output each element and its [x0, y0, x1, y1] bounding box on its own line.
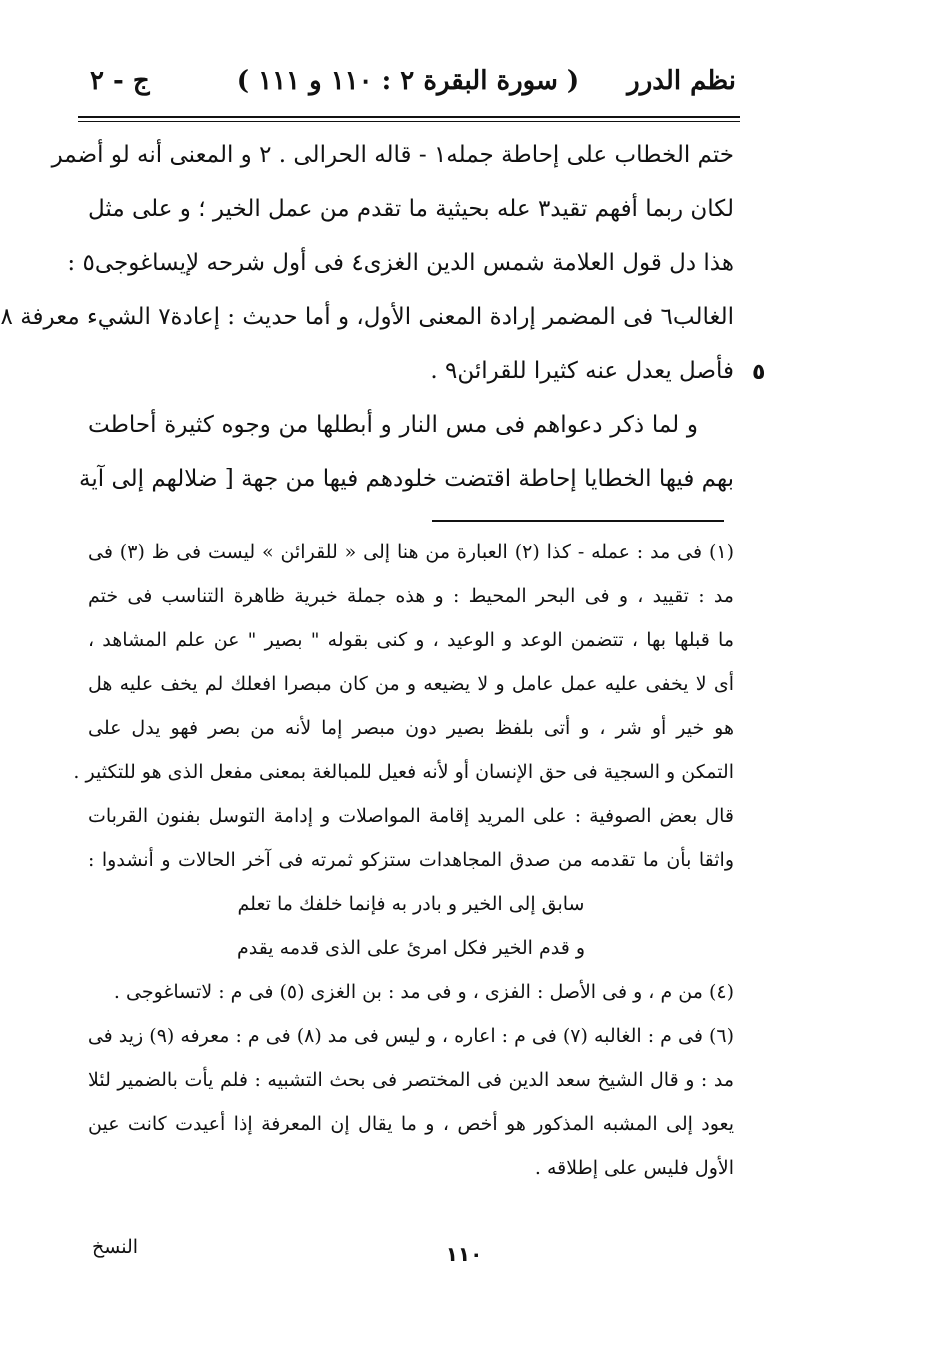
- header-rule: [78, 116, 740, 118]
- main-line: فأصل يعدل عنه كثيرا للقرائن٩ .: [430, 358, 734, 384]
- footnote-line: قال بعض الصوفية : على المريد إقامة المواصلات و إدامة التوسل بفنون القربات: [88, 805, 734, 827]
- footnote-line: الأول فليس على إطلاقه .: [534, 1157, 734, 1179]
- main-line: هذا دل قول العلامة شمس الدين الغزى٤ فى أول شرحه لإيساغوجى٥ :: [67, 250, 734, 276]
- footnote-line: (٦) فى م : الغالبه (٧) فى م : اعاره ، و ليس فى مد (٨) فى م : معرفه (٩) زيد فى: [87, 1025, 734, 1047]
- main-line: لكان ربما أفهم تقيد٣ عله بحيثية ما تقدم من عمل الخير ؛ و على مثل: [88, 196, 734, 222]
- footnote-line: أى لا يخفى عليه عمل عامل و لا يضيعه و من كان مبصرا افعلك لم يخف عليه هل: [88, 673, 734, 695]
- main-line: ختم الخطاب على إحاطة جمله١ - قاله الحرالى . ٢ و المعنى أنه لو أضمر: [51, 142, 734, 168]
- verse-line: سابق إلى الخير و بادر به فإنما خلفك ما تعلم: [237, 893, 585, 915]
- volume-label: ج - ٢: [90, 66, 150, 96]
- footnote-line: التمكن و السجية فى حق الإنسان أو لأنه فعيل للمبالغة بمعنى مفعل الذى هو للتكثير .: [73, 761, 734, 783]
- footnote-line: ما قبلها بها ، تتضمن الوعد و الوعيد ، و كنى بقوله " بصير " عن علم المشاهد ،: [88, 629, 734, 651]
- footnotes: [73, 530, 735, 1190]
- line-number-marker: ٥: [752, 360, 766, 385]
- page-header: [80, 66, 736, 106]
- main-text: [0, 128, 734, 506]
- surah-reference: ( سورة البقرة ٢ : ١١٠ و ١١١ ): [236, 66, 580, 96]
- main-line: و لما ذكر دعواهم فى مس النار و أبطلها من وجوه كثيرة أحاطت: [88, 412, 698, 438]
- footnote-line: واثقا بأن ما تقدمه من صدق المجاهدات ستزكو ثمرته فى آخر الحالات و أنشدوا :: [88, 849, 734, 871]
- verse-line: و قدم الخير فكل امرئ على الذى قدمه يقدم: [236, 937, 586, 959]
- signature-mark: النسخ: [92, 1236, 139, 1258]
- footnote-line: مد : و قال الشيخ سعد الدين فى المختصر فى بحث التشبيه : فلم يأت بالضمير لئلا: [88, 1069, 734, 1091]
- main-line: بهم فيها الخطايا إحاطة اقتضت خلودهم فيها من جهة [ ضلالهم إلى آية: [79, 466, 734, 492]
- footnote-line: (١) فى مد : عمله - كذا (٢) العبارة من هنا إلى « للقرائن » ليست فى ظ (٣) فى: [88, 541, 735, 563]
- page-number: ١١٠: [445, 1242, 483, 1266]
- footnote-line: هو خير أو شر ، و أتى بلفظ بصير دون مبصر إما لأنه من بصر فهو يدل على: [88, 717, 734, 739]
- footnote-line: يعود إلى المشبه المذكور هو أخص ، و ما يقال إن المعرفة إذا أعيدت كانت عين: [88, 1113, 734, 1135]
- footnote-line: مد : تقييد ، و فى البحر المحيط : و هذه جملة خبرية ظاهرة التناسب فى ختم: [88, 585, 734, 607]
- main-line: الغالب٦ فى المضمر إرادة المعنى الأول، و أما حديث : إعادة٧ الشيء معرفة ٨: [0, 304, 734, 330]
- header-rule-thin: [78, 121, 740, 122]
- book-title: نظم الدرر: [627, 66, 736, 96]
- footnote-rule: [432, 520, 724, 522]
- footnote-line: (٤) من م ، و فى الأصل : الفزى ، و فى مد : بن الغزى (٥) فى م : لاتساغوجى .: [113, 981, 734, 1003]
